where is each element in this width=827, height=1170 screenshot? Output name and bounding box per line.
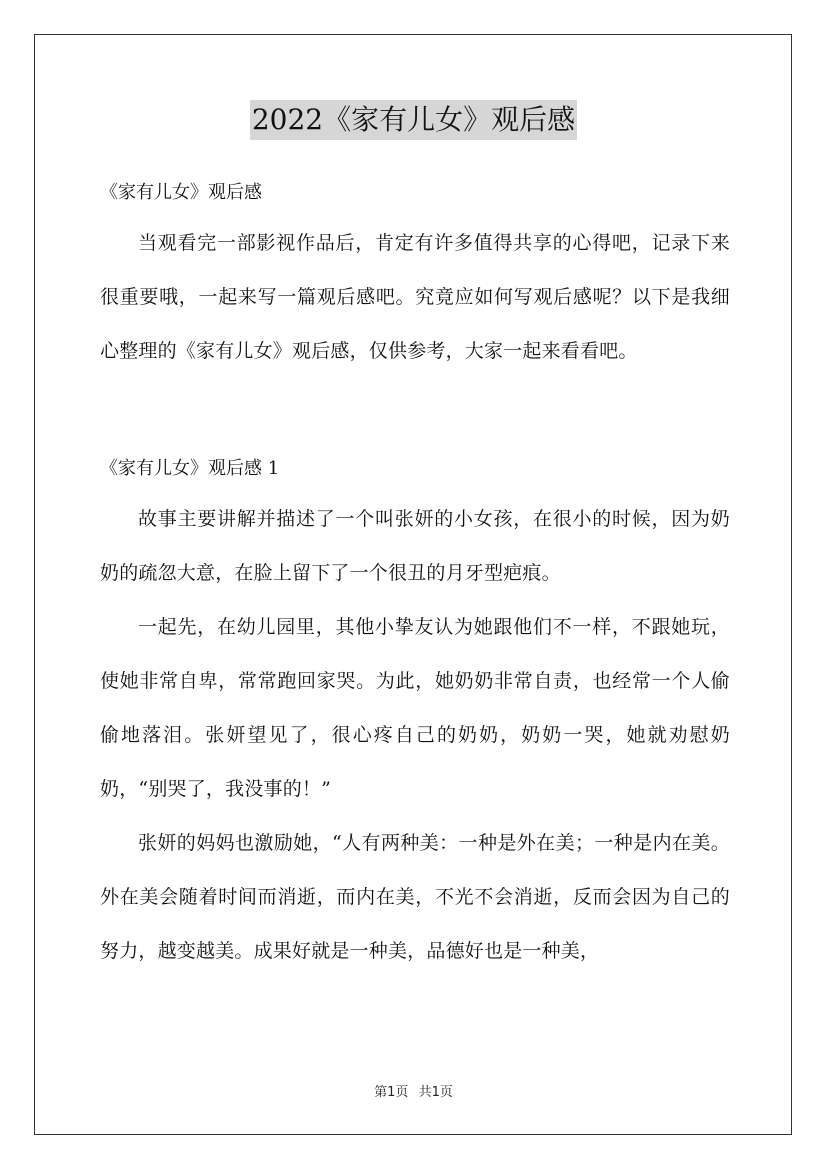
document-body — [100, 176, 730, 978]
body-paragraph-3: 张妍的妈妈也激励她，“人有两种美：一种是外在美；一种是内在美。外在美会随着时间而消逝，而内在美，不光不会消逝，反而会因为自己的努力，越变越美。成果好就是一种美，品德好也是一种美， — [100, 832, 730, 962]
title-container — [0, 100, 827, 140]
intro-paragraph: 当观看完一部影视作品后，肯定有许多值得共享的心得吧，记录下来很重要哦，一起来写一篇观后感吧。究竟应如何写观后感呢？以下是我细心整理的《家有儿女》观后感，仅供参考，大家一起来看看吧。 — [100, 232, 730, 362]
document-title: 2022《家有儿女》观后感 — [250, 100, 577, 140]
page-number: 第1页 — [374, 1085, 409, 1100]
page-total: 共1页 — [418, 1085, 453, 1100]
section-heading: 《家有儿女》观后感 1 — [100, 458, 280, 479]
page-footer — [0, 1081, 827, 1100]
body-paragraph-1: 故事主要讲解并描述了一个叫张妍的小女孩，在很小的时候，因为奶奶的疏忽大意，在脸上留下了一个很丑的月牙型疤痕。 — [100, 508, 730, 584]
body-paragraph-2: 一起先，在幼儿园里，其他小挚友认为她跟他们不一样，不跟她玩，使她非常自卑，常常跑回家哭。为此，她奶奶非常自责，也经常一个人偷偷地落泪。张妍望见了，很心疼自己的奶奶，奶奶一哭，她就劝慰奶奶，“别哭了，我没事的！” — [100, 616, 730, 800]
document-subtitle: 《家有儿女》观后感 — [100, 182, 262, 203]
